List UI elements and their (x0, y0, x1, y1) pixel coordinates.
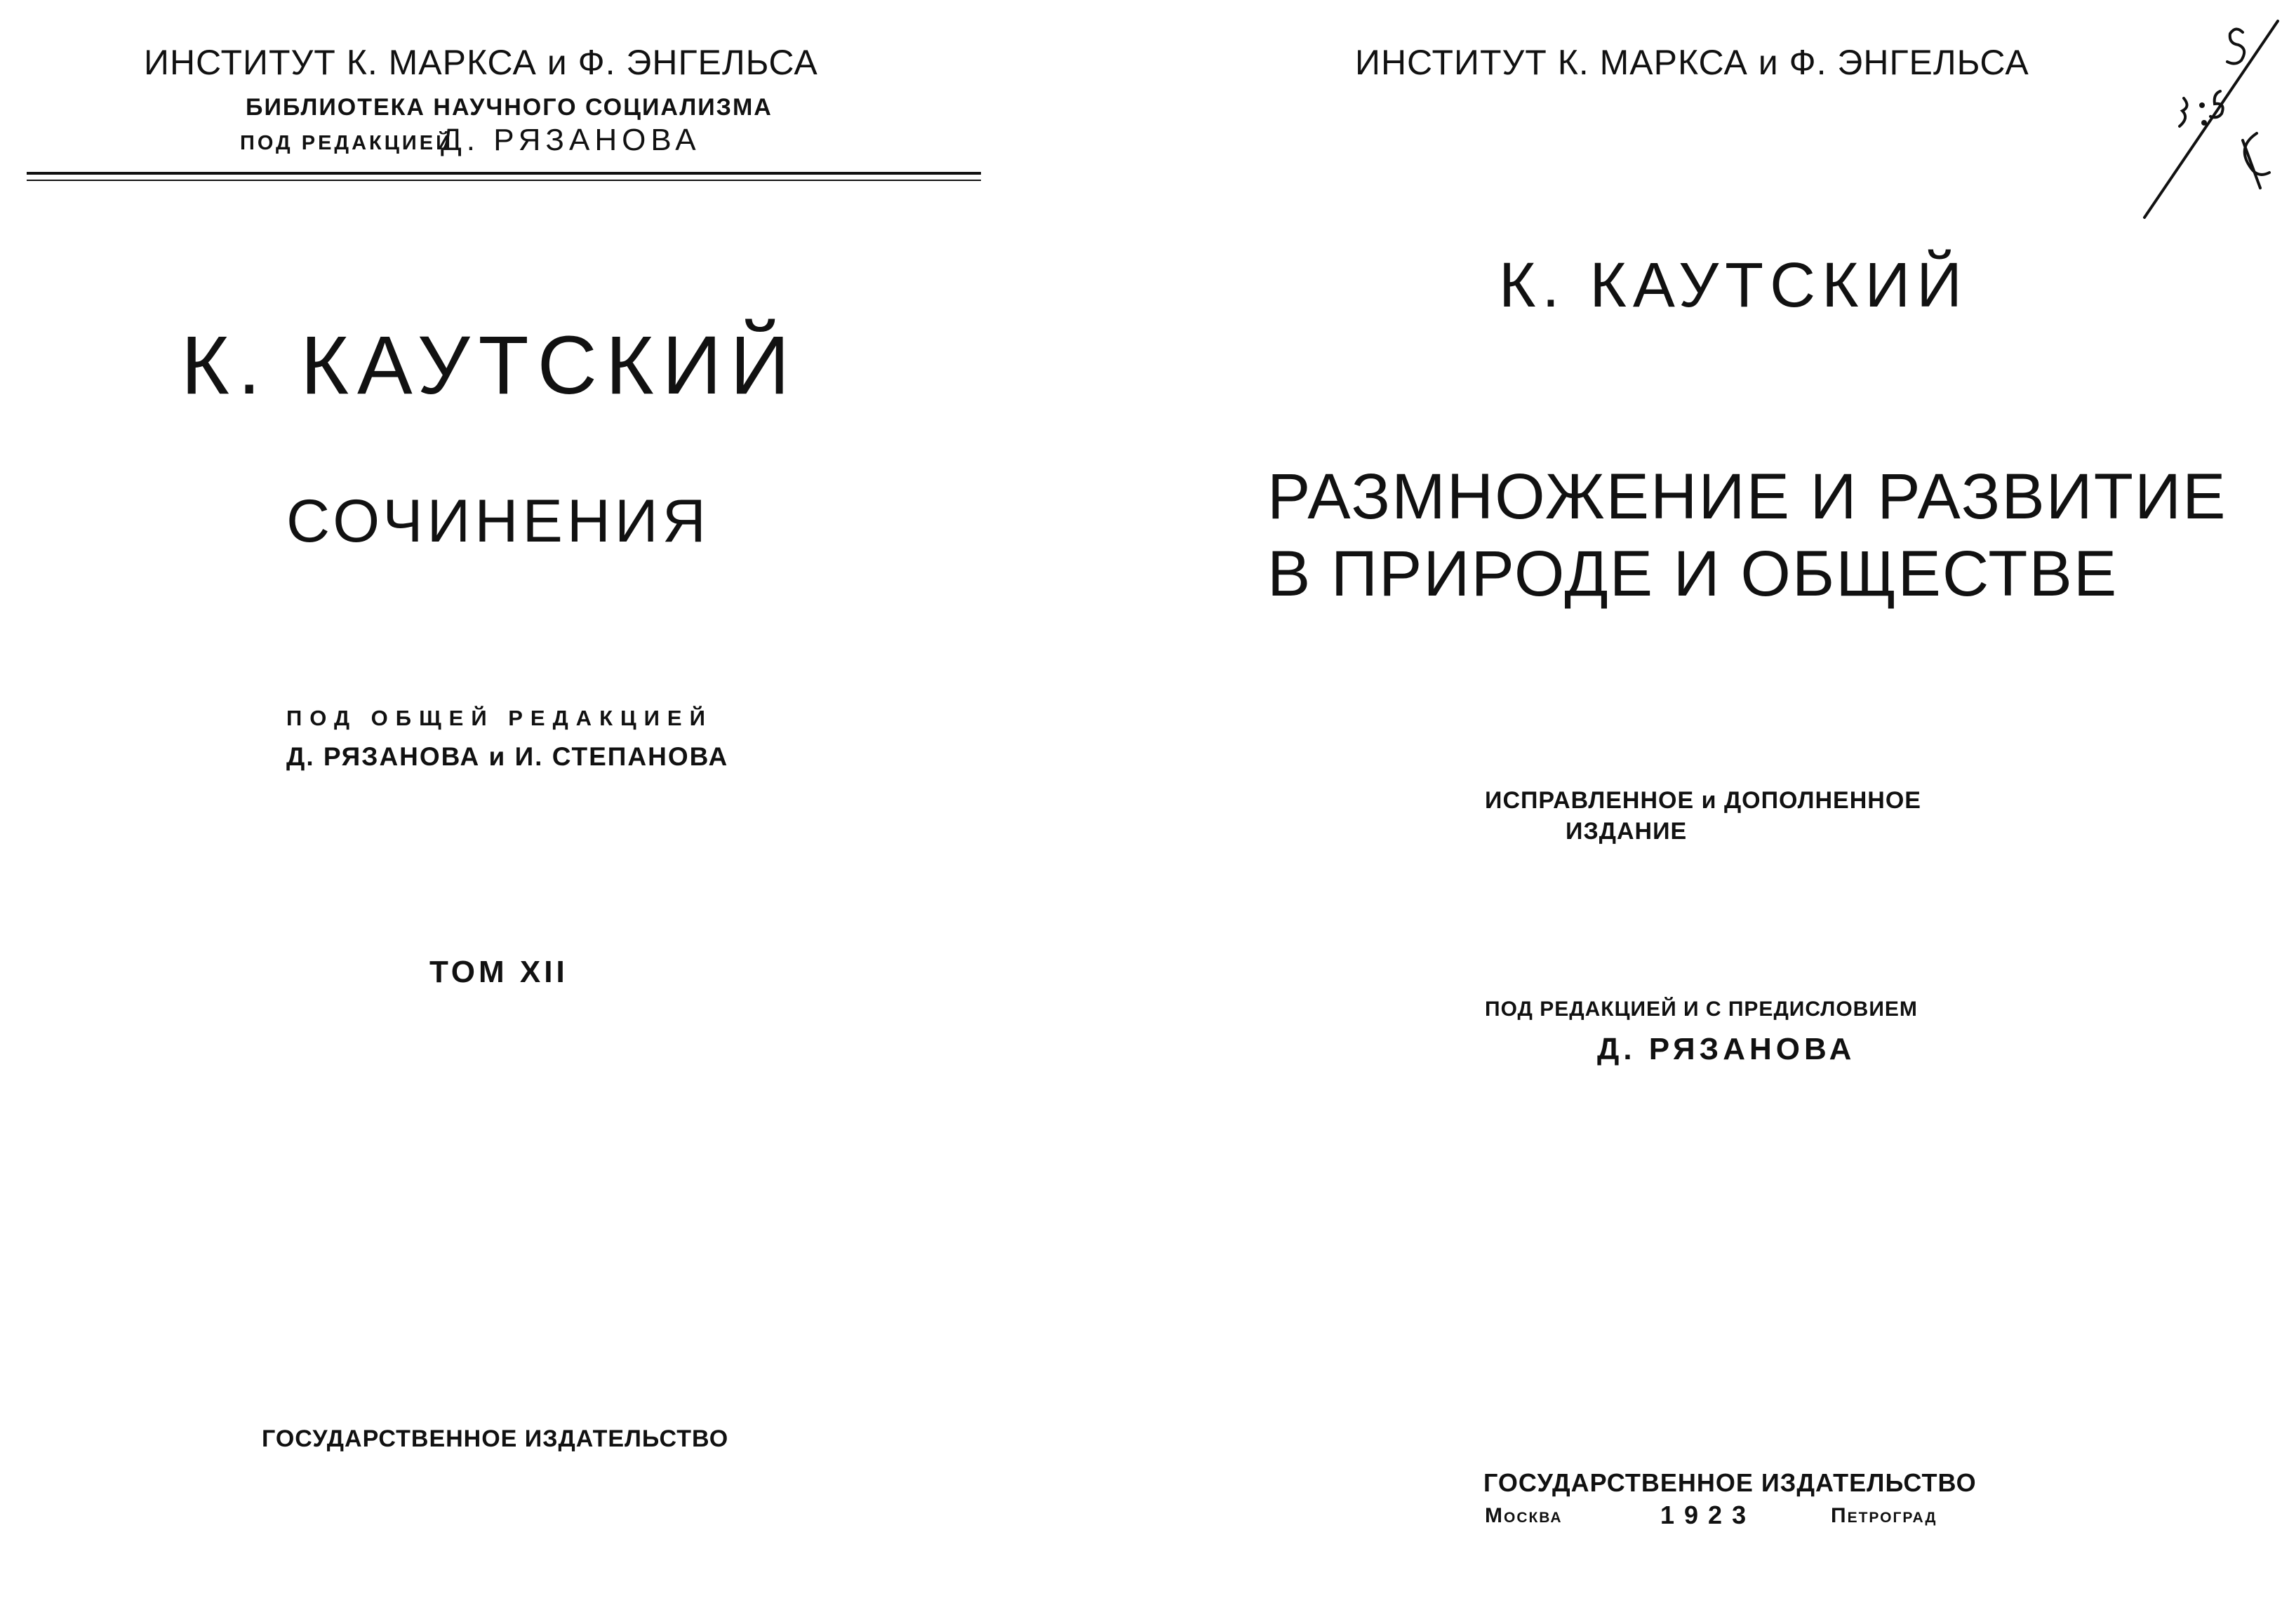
double-rule-top (27, 172, 981, 175)
city-moscow: Москва (1485, 1504, 1563, 1527)
edition-note-line-2: ИЗДАНИЕ (1566, 818, 1688, 845)
handwritten-stroke (2243, 140, 2260, 188)
right-title-page (1141, 0, 2282, 1624)
library-series: БИБЛИОТЕКА НАУЧНОГО СОЦИАЛИЗМА (246, 94, 773, 121)
publisher: ГОСУДАРСТВЕННОЕ ИЗДАТЕЛЬСТВО (1483, 1468, 1977, 1497)
general-editorship-label: ПОД ОБЩЕЙ РЕДАКЦИЕЙ (286, 706, 713, 730)
series-editor-prefix: ПОД РЕДАКЦИЕЙ (240, 132, 453, 154)
volume-number: ТОМ XII (429, 955, 568, 989)
handwritten-colon-bottom (2201, 120, 2207, 126)
edition-note-line-1: ИСПРАВЛЕННОЕ и ДОПОЛНЕННОЕ (1485, 787, 1921, 814)
author-name: К. КАУТСКИЙ (181, 319, 799, 412)
collection-title: СОЧИНЕНИЯ (286, 488, 710, 555)
series-editor-name: Д. РЯЗАНОВА (441, 123, 701, 157)
handwritten-call-number (2137, 0, 2282, 231)
general-editors: Д. РЯЗАНОВА и И. СТЕПАНОВА (286, 742, 729, 771)
handwritten-colon-top (2199, 102, 2205, 108)
institute-heading: ИНСТИТУТ К. МАРКСА и Ф. ЭНГЕЛЬСА (144, 43, 818, 82)
institute-heading: ИНСТИТУТ К. МАРКСА и Ф. ЭНГЕЛЬСА (1355, 43, 2029, 82)
double-rule-bottom (27, 180, 981, 181)
book-title-line-2: В ПРИРОДЕ И ОБЩЕСТВЕ (1267, 538, 2118, 610)
publisher: ГОСУДАРСТВЕННОЕ ИЗДАТЕЛЬСТВО (262, 1425, 729, 1452)
pen-slash (2144, 21, 2278, 217)
editor-preface-label: ПОД РЕДАКЦИЕЙ И С ПРЕДИСЛОВИЕМ (1485, 998, 1918, 1021)
city-petrograd: Петроград (1831, 1504, 1937, 1527)
book-title-line-1: РАЗМНОЖЕНИЕ И РАЗВИТИЕ (1267, 461, 2227, 532)
publication-year: 1923 (1660, 1501, 1756, 1529)
handwritten-digit-3 (2180, 98, 2187, 126)
author-name: К. КАУТСКИЙ (1499, 250, 1968, 321)
handwritten-digit-5-upper (2227, 29, 2244, 63)
editor-name: Д. РЯЗАНОВА (1597, 1032, 1856, 1066)
